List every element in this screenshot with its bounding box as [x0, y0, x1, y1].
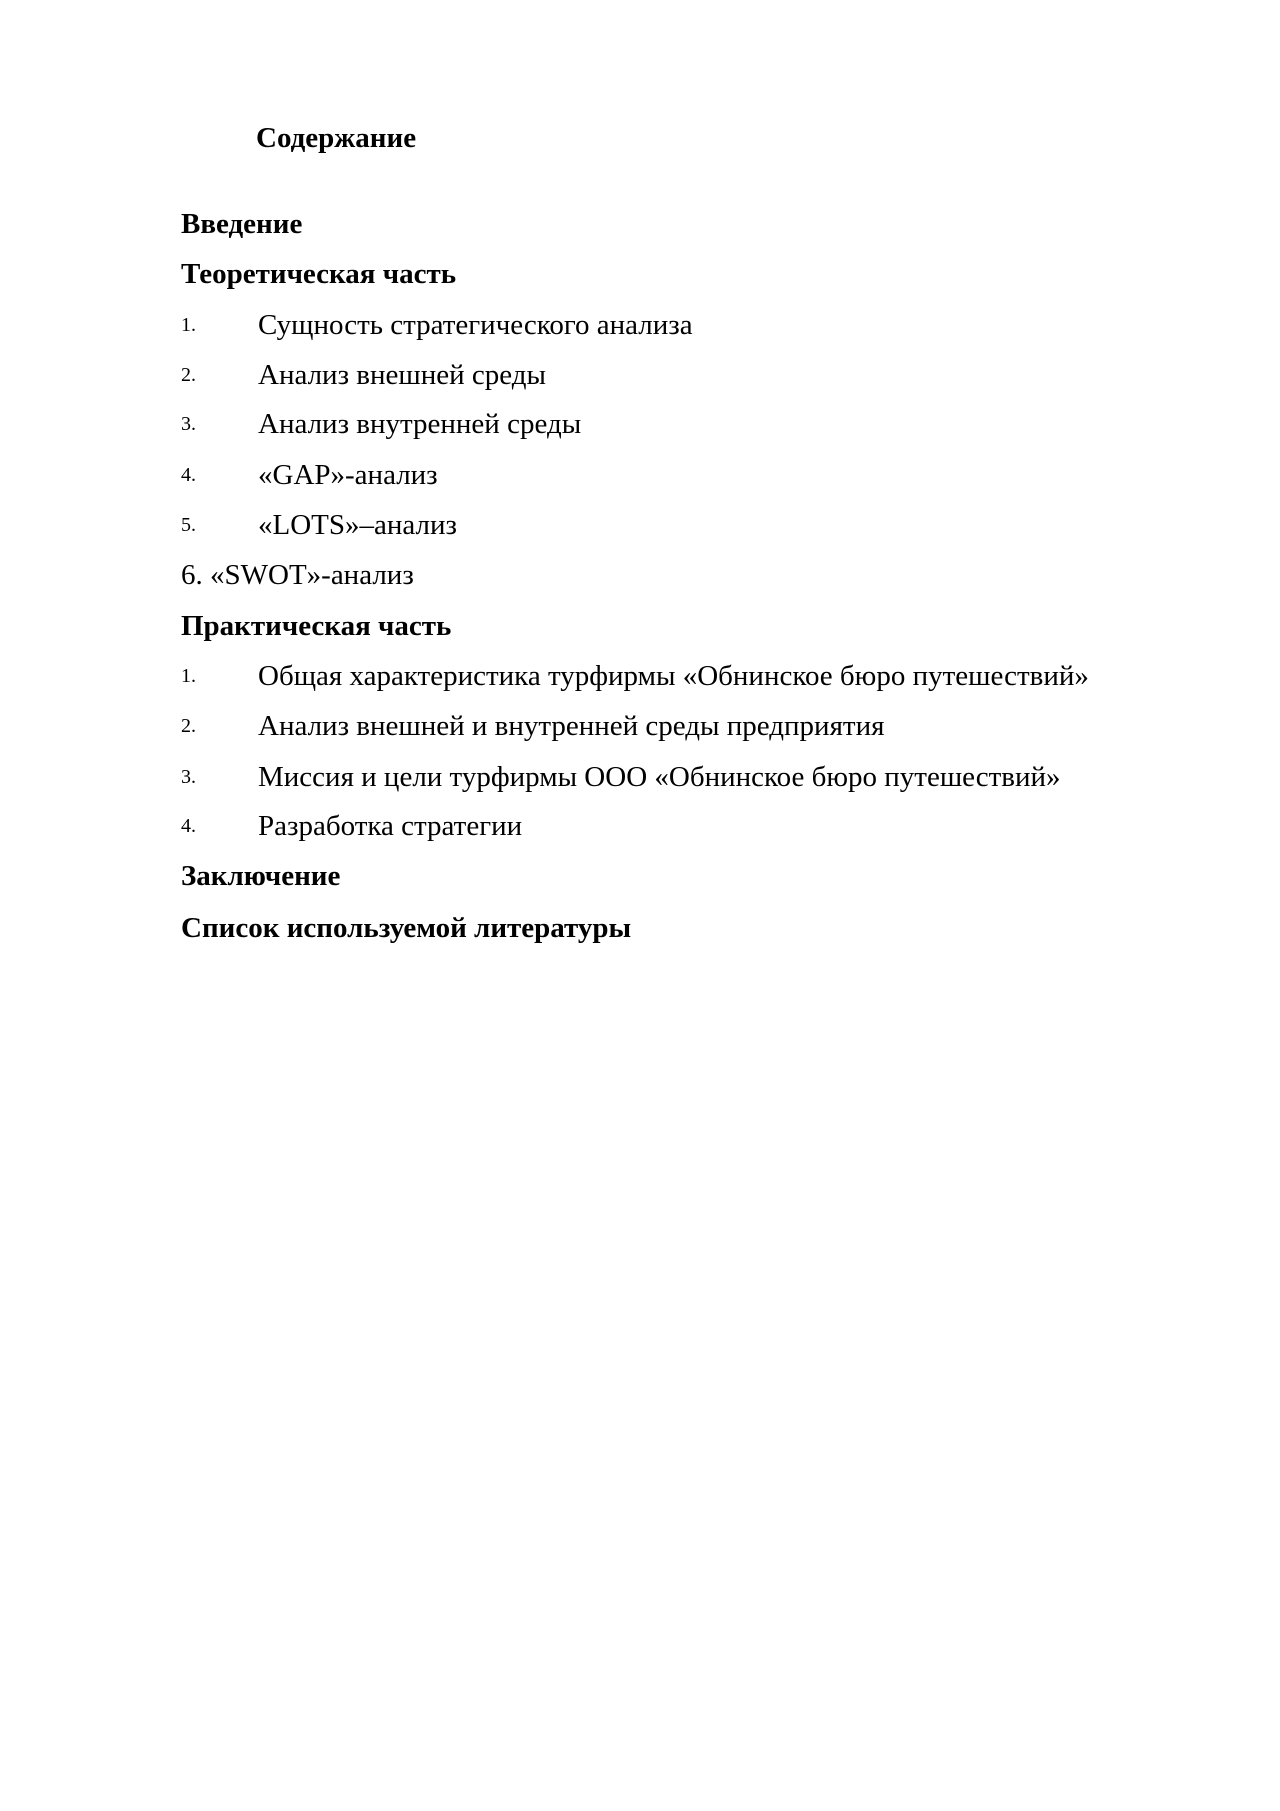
toc-item-number: 4.	[181, 815, 196, 837]
toc-item-text: Разработка стратегии	[258, 810, 523, 842]
toc-item-number: 4.	[181, 464, 196, 486]
toc-item-text: Общая характеристика турфирмы «Обнинское бюро путешествий»	[258, 660, 1089, 692]
toc-item-text: Анализ внешней среды	[258, 359, 546, 391]
toc-item-number: 1.	[181, 665, 196, 687]
toc-practical-heading: Практическая часть	[181, 610, 452, 642]
toc-title: Содержание	[256, 122, 417, 154]
toc-item-text: «GAP»-анализ	[258, 459, 438, 491]
toc-item-text: Миссия и цели турфирмы ООО «Обнинское бюро путешествий»	[258, 761, 1061, 793]
toc-item-number: 5.	[181, 514, 196, 536]
toc-theoretical-item-6: 6. «SWOT»-анализ	[181, 559, 414, 591]
toc-item-text: Сущность стратегического анализа	[258, 309, 693, 341]
toc-theoretical-heading: Теоретическая часть	[181, 258, 457, 290]
toc-item-number: 2.	[181, 364, 196, 386]
toc-references: Список используемой литературы	[181, 912, 632, 944]
toc-item-number: 3.	[181, 413, 196, 435]
toc-item-number: 3.	[181, 766, 196, 788]
toc-item-number: 1.	[181, 314, 196, 336]
toc-item-text: Анализ внутренней среды	[258, 408, 582, 440]
toc-introduction: Введение	[181, 208, 303, 240]
toc-item-text: «LOTS»–анализ	[258, 509, 457, 541]
toc-item-text: Анализ внешней и внутренней среды предприятия	[258, 710, 885, 742]
toc-conclusion: Заключение	[181, 860, 341, 892]
toc-item-number: 2.	[181, 715, 196, 737]
